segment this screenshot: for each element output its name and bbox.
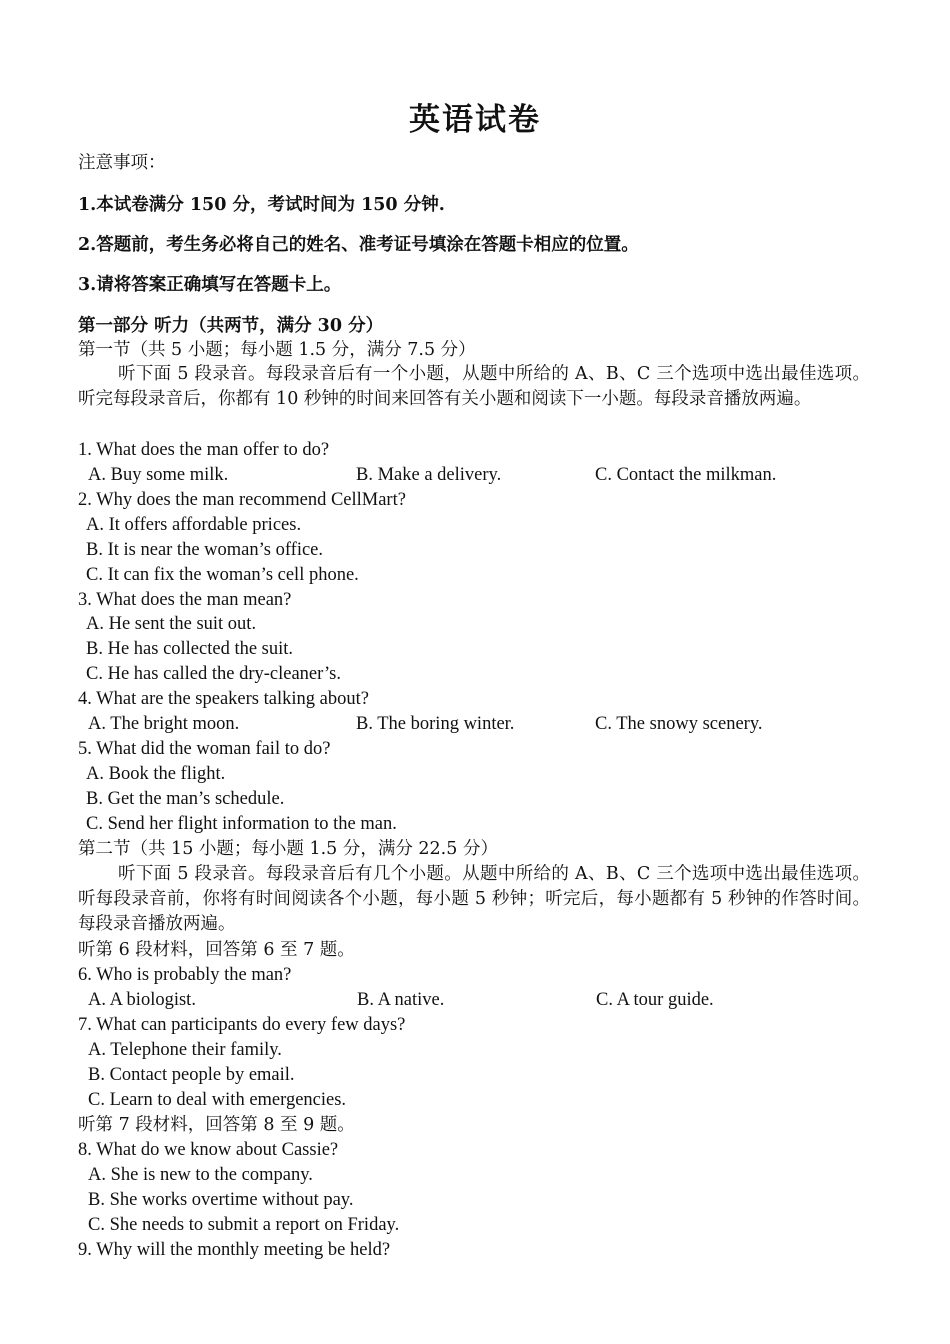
question-2: 2. Why does the man recommend CellMart? bbox=[78, 490, 406, 510]
section1-instruction: 听下面 5 段录音。每段录音后有一个小题，从题中所给的 A、B、C 三个选项中选出最佳选项。听完每段录音后，你都有 10 秒钟的时间来回答有关小题和阅读下一小题。每段录音播放两遍。 bbox=[78, 364, 870, 409]
question-9: 9. Why will the monthly meeting be held? bbox=[78, 1240, 391, 1260]
question-6: 6. Who is probably the man? bbox=[78, 965, 292, 985]
section2-heading: 第二节（共 15 小题；每小题 1.5 分，满分 22.5 分） bbox=[78, 839, 498, 859]
material-6-heading: 听第 6 段材料，回答第 6 至 7 题。 bbox=[78, 940, 355, 960]
q1-option-b: B. Make a delivery. bbox=[356, 465, 502, 485]
question-4: 4. What are the speakers talking about? bbox=[78, 689, 369, 709]
q6-option-a: A. A biologist. bbox=[88, 990, 196, 1010]
q3-option-b: B. He has collected the suit. bbox=[86, 639, 294, 659]
section1-heading: 第一节（共 5 小题；每小题 1.5 分，满分 7.5 分） bbox=[78, 340, 476, 360]
q7-option-c: C. Learn to deal with emergencies. bbox=[88, 1090, 347, 1110]
q6-option-c: C. A tour guide. bbox=[596, 990, 714, 1010]
page-title: 英语试卷 bbox=[409, 102, 541, 138]
question-5: 5. What did the woman fail to do? bbox=[78, 739, 331, 759]
q5-option-c: C. Send her flight information to the man. bbox=[86, 814, 397, 834]
q1-option-c: C. Contact the milkman. bbox=[595, 465, 777, 485]
material-7-heading: 听第 7 段材料，回答第 8 至 9 题。 bbox=[78, 1115, 355, 1135]
notice-heading: 注意事项： bbox=[78, 153, 166, 173]
q3-option-a: A. He sent the suit out. bbox=[86, 614, 257, 634]
q3-option-c: C. He has called the dry-cleaner’s. bbox=[86, 664, 341, 684]
notice-item-2: 2.答题前，考生务必将自己的姓名、准考证号填涂在答题卡相应的位置。 bbox=[78, 235, 639, 255]
q4-option-c: C. The snowy scenery. bbox=[595, 714, 763, 734]
q1-option-a: A. Buy some milk. bbox=[88, 465, 229, 485]
q2-option-b: B. It is near the woman’s office. bbox=[86, 540, 324, 560]
q5-option-b: B. Get the man’s schedule. bbox=[86, 789, 285, 809]
q2-option-a: A. It offers affordable prices. bbox=[86, 515, 302, 535]
q8-option-c: C. She needs to submit a report on Friday. bbox=[88, 1215, 400, 1235]
section2-instruction: 听下面 5 段录音。每段录音后有几个小题。从题中所给的 A、B、C 三个选项中选出最佳选项。听每段录音前，你将有时间阅读各个小题，每小题 5 秒钟；听完后，每小题都有 5 秒钟的作答时间。每段录音播放两遍。 bbox=[78, 864, 870, 934]
question-7: 7. What can participants do every few days? bbox=[78, 1015, 406, 1035]
q7-option-a: A. Telephone their family. bbox=[88, 1040, 282, 1060]
question-3: 3. What does the man mean? bbox=[78, 590, 292, 610]
q5-option-a: A. Book the flight. bbox=[86, 764, 226, 784]
q8-option-b: B. She works overtime without pay. bbox=[88, 1190, 354, 1210]
q4-option-b: B. The boring winter. bbox=[356, 714, 515, 734]
part1-heading: 第一部分 听力（共两节，满分 30 分） bbox=[78, 316, 384, 336]
question-1: 1. What does the man offer to do? bbox=[78, 440, 330, 460]
question-8: 8. What do we know about Cassie? bbox=[78, 1140, 339, 1160]
q2-option-c: C. It can fix the woman’s cell phone. bbox=[86, 565, 359, 585]
q4-option-a: A. The bright moon. bbox=[88, 714, 240, 734]
q7-option-b: B. Contact people by email. bbox=[88, 1065, 295, 1085]
notice-item-3: 3.请将答案正确填写在答题卡上。 bbox=[78, 275, 342, 295]
notice-item-1: 1.本试卷满分 150 分，考试时间为 150 分钟. bbox=[78, 195, 445, 215]
q8-option-a: A. She is new to the company. bbox=[88, 1165, 313, 1185]
q6-option-b: B. A native. bbox=[357, 990, 445, 1010]
